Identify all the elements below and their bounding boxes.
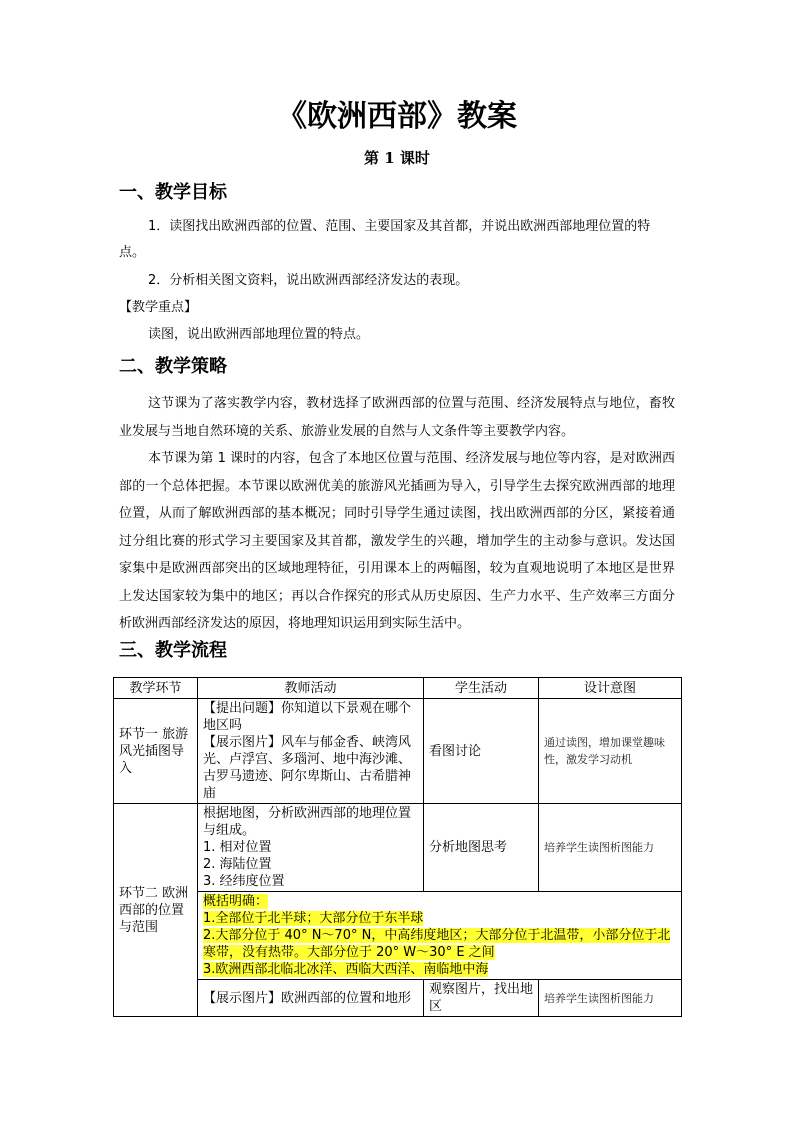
summary-label: 概括明确： bbox=[203, 894, 269, 909]
lesson-period: 第 1 课时 bbox=[364, 149, 430, 167]
teacher-instruction: 根据地图，分析欧洲西部的地理位置与组成。 bbox=[203, 806, 412, 838]
teacher-activity-cell bbox=[198, 699, 424, 804]
column-header: 设计意图 bbox=[539, 678, 682, 699]
list-item: 1. 相对位置 bbox=[203, 840, 272, 855]
table-row bbox=[114, 699, 682, 804]
table-header-row bbox=[114, 678, 682, 699]
goal-2: 2．分析相关图文资料，说出欧洲西部经济发达的表现。 bbox=[148, 273, 469, 288]
teacher-show-pictures: 【展示图片】风车与郁金香、峡湾风光、卢浮宫、多瑙河、地中海沙滩、古罗马遗迹、阿尔卑斯山、古希腊神庙 bbox=[203, 735, 412, 801]
design-intent-cell: 培养学生读图析图能力 bbox=[539, 804, 682, 892]
teacher-activity-cell: 【展示图片】欧洲西部的位置和地形 bbox=[198, 980, 424, 1017]
design-intent-cell: 培养学生读图析图能力 bbox=[539, 980, 682, 1017]
stage-cell: 环节二 欧洲西部的位置与范围 bbox=[114, 804, 198, 1017]
table-row bbox=[114, 980, 682, 1017]
student-activity-cell: 看图讨论 bbox=[424, 699, 539, 804]
summary-line-3: 3.欧洲西部北临北冰洋、西临大西洋、南临地中海 bbox=[203, 962, 489, 977]
key-point-text: 读图，说出欧洲西部地理位置的特点。 bbox=[148, 327, 370, 342]
list-item: 3. 经纬度位置 bbox=[203, 874, 285, 889]
table-row bbox=[114, 804, 682, 892]
summary-line-1: 1.全部位于北半球；大部分位于东半球 bbox=[203, 911, 424, 926]
column-header: 教学环节 bbox=[114, 678, 198, 699]
section-heading-strategy: 二、教学策略 bbox=[119, 356, 227, 377]
stage-cell: 环节一 旅游风光插图导入 bbox=[114, 699, 198, 804]
table-row bbox=[114, 892, 682, 980]
list-item: 2. 海陆位置 bbox=[203, 857, 272, 872]
teacher-question: 【提出问题】你知道以下景观在哪个地区吗 bbox=[203, 701, 412, 733]
summary-line-2: 2.大部分位于 40° N～70° N，中高纬度地区；大部分位于北温带，小部分位于北寒带，没有热带。大部分位于 20° W～30° E 之间 bbox=[203, 928, 671, 960]
document-title: 《欧洲西部》教案 bbox=[277, 99, 517, 134]
column-header: 学生活动 bbox=[424, 678, 539, 699]
strategy-paragraph-2: 本节课为第 1 课时的内容，包含了本地区位置与范围、经济发展与地位等内容，是对欧洲西部的一个总体把握。本节课以欧洲优美的旅游风光插画为导入，引导学生去探究欧洲西部的地理位置，从而了解欧洲西部的基本概况；同时引导学生通过读图，找出欧洲西部的分区，紧接着通过分组比赛的形式学习主要国家及其首都，激发学生的兴趣，增加学生的主动参与意识。发达国家集中是欧洲西部突出的区域地理特征，引用课本上的两幅图，较为直观地说明了本地区是世界上发达国家较为集中的地区；再以合作探究的形式从历史原因、生产力水平、生产效率三方面分析欧洲西部经济发达的原因，将地理知识运用到实际生活中。 bbox=[119, 451, 675, 631]
goal-1: 1．读图找出欧洲西部的位置、范围、主要国家及其首都，并说出欧洲西部地理位置的特点。 bbox=[119, 219, 651, 260]
teacher-activity-cell bbox=[198, 804, 424, 892]
student-activity-cell: 观察图片，找出地区 bbox=[424, 980, 539, 1017]
section-heading-goals: 一、教学目标 bbox=[119, 182, 227, 203]
summary-cell bbox=[198, 892, 682, 980]
column-header: 教师活动 bbox=[198, 678, 424, 699]
strategy-paragraph-1: 这节课为了落实教学内容，教材选择了欧洲西部的位置与范围、经济发展特点与地位，畜牧业发展与当地自然环境的关系、旅游业发展的自然与人文条件等主要教学内容。 bbox=[119, 396, 675, 439]
teaching-process-table bbox=[113, 677, 682, 1017]
section-heading-process: 三、教学流程 bbox=[119, 640, 227, 661]
key-point-label: 【教学重点】 bbox=[119, 300, 198, 315]
student-activity-cell: 分析地图思考 bbox=[424, 804, 539, 892]
design-intent-cell: 通过读图，增加课堂趣味性，激发学习动机 bbox=[539, 699, 682, 804]
